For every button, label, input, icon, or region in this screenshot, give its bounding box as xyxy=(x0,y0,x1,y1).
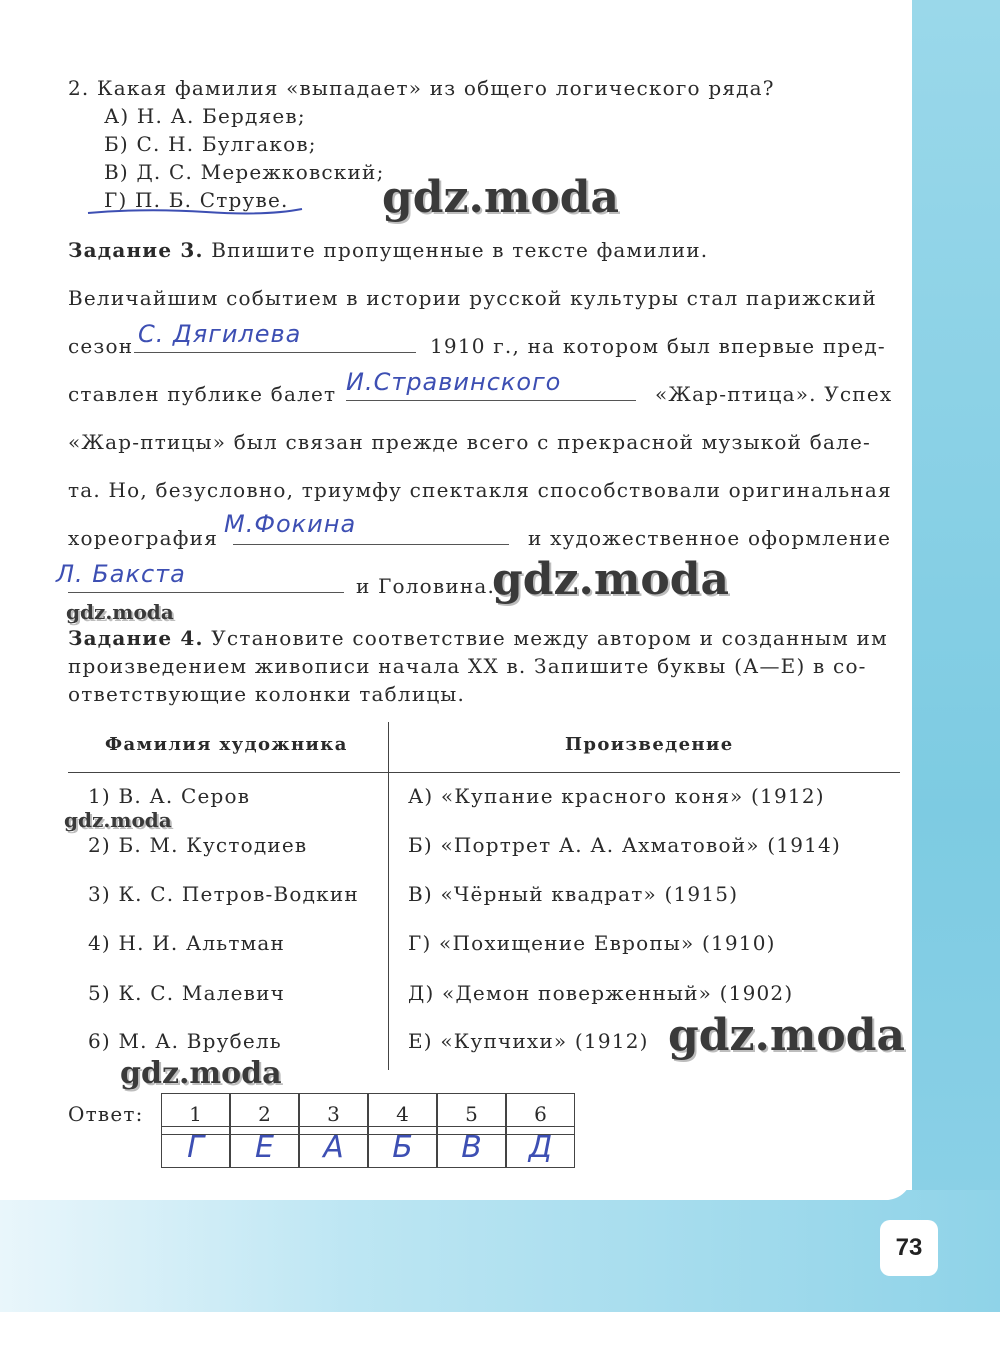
blank-season xyxy=(134,352,416,353)
watermark: gdz.moda xyxy=(668,1010,906,1061)
page-edge-decoration xyxy=(912,0,1000,1349)
watermark: gdz.moda xyxy=(66,600,174,624)
work-row: А) «Купание красного коня» (1912) xyxy=(408,784,825,808)
task-3-heading xyxy=(68,236,708,264)
watermark: gdz.moda xyxy=(64,808,172,832)
task-3-line-1: Величайшим событием в истории русской культуры стал парижский xyxy=(68,286,877,310)
task-4-title: Задание 4. xyxy=(68,626,204,650)
watermark: gdz.moda xyxy=(382,172,620,223)
watermark: gdz.moda xyxy=(492,554,730,605)
page-number: 73 xyxy=(880,1220,938,1276)
task-3-instruction: Впишите пропущенные в тексте фамилии. xyxy=(211,238,709,262)
answer-underline-mark xyxy=(86,204,306,218)
answer-letter-cell: Е xyxy=(230,1126,299,1168)
task-3-title: Задание 3. xyxy=(68,238,204,262)
artist-row: 1) В. А. Серов xyxy=(88,784,251,808)
answer-choreography: М.Фокина xyxy=(224,510,357,538)
answer-number-cell: 4 xyxy=(368,1093,437,1135)
table-header-divider xyxy=(68,772,900,773)
task-3-line-4: «Жар-птицы» был связан прежде всего с прекрасной музыкой бале- xyxy=(68,430,872,454)
task-4-instruction-1: Установите соответствие между автором и созданным им xyxy=(211,626,888,650)
table-column-divider xyxy=(388,722,389,1070)
task-4-heading xyxy=(68,624,888,652)
task-3-line-6-end: и художественное оформление xyxy=(528,526,892,550)
answer-number-cell: 5 xyxy=(437,1093,506,1135)
answer-letter-cell: Д xyxy=(506,1126,575,1168)
artist-row: 4) Н. И. Альтман xyxy=(88,931,286,955)
answer-number-cell: 2 xyxy=(230,1093,299,1135)
table-header-work: Произведение xyxy=(565,734,734,755)
artist-row: 2) Б. М. Кустодиев xyxy=(88,833,308,857)
blank-design xyxy=(68,592,344,593)
question-2-option-g: Г) П. Б. Струве. xyxy=(104,188,289,212)
work-row: Б) «Портрет А. А. Ахматовой» (1914) xyxy=(408,833,841,857)
blank-ballet xyxy=(346,400,636,401)
watermark: gdz.moda xyxy=(120,1056,282,1091)
task-4-instruction-3: ответствующие колонки таблицы. xyxy=(68,682,466,706)
task-3-line-2-end: 1910 г., на котором был впервые пред- xyxy=(430,334,886,358)
answer-design: Л. Бакста xyxy=(56,560,186,588)
task-3-line-2-start: сезон xyxy=(68,334,134,358)
answer-number-cell: 6 xyxy=(506,1093,575,1135)
answer-letter-cell: В xyxy=(437,1126,506,1168)
answer-number-cell: 1 xyxy=(161,1093,230,1135)
work-row: Г) «Похищение Европы» (1910) xyxy=(408,931,776,955)
task-4-instruction-2: произведением живописи начала XX в. Запишите буквы (А—Е) в со- xyxy=(68,654,867,678)
answer-letter-cell: Г xyxy=(161,1126,230,1168)
answer-number-cell: 3 xyxy=(299,1093,368,1135)
blank-choreography xyxy=(233,544,509,545)
page-bottom-margin xyxy=(0,1312,1000,1349)
task-3-line-6-start: хореография xyxy=(68,526,219,550)
answer-letter-cell: А xyxy=(299,1126,368,1168)
work-row: Е) «Купчихи» (1912) xyxy=(408,1029,649,1053)
question-2-title: 2. Какая фамилия «выпадает» из общего логического ряда? xyxy=(68,76,775,100)
work-row: Д) «Демон поверженный» (1902) xyxy=(408,981,794,1005)
question-2-option-a: А) Н. А. Бердяев; xyxy=(104,104,306,128)
task-3-line-5: та. Но, безусловно, триумфу спектакля способствовали оригинальная xyxy=(68,478,892,502)
task-3-line-7: и Головина. xyxy=(356,574,496,598)
task-3-line-3-end: «Жар-птица». Успех xyxy=(655,382,893,406)
answer-ballet: И.Стравинского xyxy=(346,368,562,396)
artist-row: 5) К. С. Малевич xyxy=(88,981,286,1005)
answer-letter-cell: Б xyxy=(368,1126,437,1168)
artist-row: 6) М. А. Врубель xyxy=(88,1029,282,1053)
answer-label: Ответ: xyxy=(68,1102,144,1126)
table-header-artist: Фамилия художника xyxy=(105,734,348,755)
question-2-option-b: Б) С. Н. Булгаков; xyxy=(104,132,317,156)
artist-row: 3) К. С. Петров-Водкин xyxy=(88,882,359,906)
answer-season: С. Дягилева xyxy=(138,320,302,348)
question-2-option-v: В) Д. С. Мережковский; xyxy=(104,160,385,184)
task-3-line-3-start: ставлен публике балет xyxy=(68,382,337,406)
work-row: В) «Чёрный квадрат» (1915) xyxy=(408,882,739,906)
